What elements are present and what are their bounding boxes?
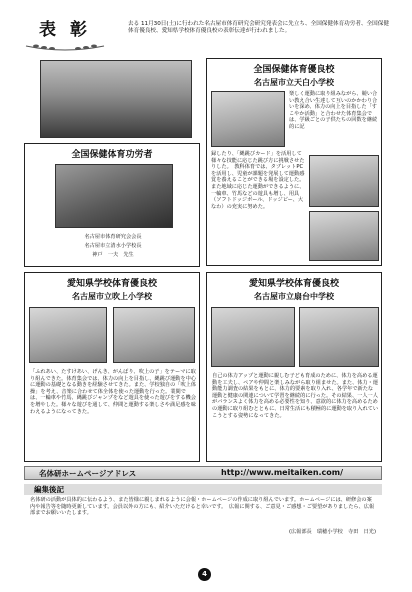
school-name: 名古屋市立吹上小学校	[72, 292, 152, 301]
school-name: 名古屋市立天白小学校	[254, 78, 334, 87]
award-box-tenpaku	[206, 58, 382, 266]
awardee-school: 名古屋市立清水小学校長	[84, 243, 142, 249]
keidai-text: 自己の体力アップと運動に親しむ子ども育成のために、体力を高める運動を工夫し、ペアや仲間と楽しみながら取り組ませた。また、体力・運動能力調査の結果をもとに、体力的要素を取り入れ、各学年で新たな運動と健康の関連について学習を継続的に行った。その結果、一人一人がバランスよく体力を高める必要性を知り、意欲的に体力を高めるための運動に取り組むとともに、日常生活にも積極的に運動を取り入れていこうとする姿勢になってきた。	[212, 373, 379, 419]
homepage-bar	[24, 466, 382, 480]
header-title-plate	[22, 20, 108, 54]
tenpaku-text-bottom: 録したり、「縄跳びカード」を活用して様々な技能に応じた跳び方に挑戦させたりした。 教科体育では、タブレットPCを活用し、児童が課題を発展して運動感覚を養えることができる場を設定した。 また地域に応じた運動ができるように、一輪車、竹馬などの遊具も増し、用具（ソフトドッジボール、ドッジビー、大なわ）の充実に努めた。	[211, 151, 307, 210]
tenpaku-text-top: 楽しく運動に取り組みながら、競い合い教え合い生達して互いのかかわり合いを深め、体力の向上を目指した「すこやか活動」と合わせた体育集会では、学級ごとの子供たちの回数を継続的に記	[289, 91, 378, 130]
awardee-name: 神戸 一夫 先生	[92, 252, 134, 258]
intro-text: 去る 11月30日(土)に行われた名古屋市体育研究会研究発表会に先立ち、全国保健体育功労者、全国保健体育優良校、愛知県学校体育優良校の表彰伝達が行われました。	[128, 21, 389, 35]
laurel-ornament	[22, 40, 108, 52]
tenpaku-photo-1	[211, 91, 285, 147]
tenpaku-photo-2	[309, 155, 379, 207]
postscript-header	[24, 484, 382, 495]
fukiage-photo-1	[29, 307, 107, 363]
postscript-title: 編集後記	[34, 485, 64, 494]
award-box-keidai	[206, 272, 382, 462]
keidai-photo-1	[211, 307, 295, 367]
postscript-body: 名体研の活動が具体的に伝わるよう、また皆様に親しまれるように会報・ホームページの作成に取り組んでいます。ホームページには、研修会の案内や報告等を随時更新しています。会員以外の方にも、紹介いただけると幸いです。 広報に関する、ご意見・ご感想・ご要望がありましたら、広報部までお願いいたします。	[30, 497, 375, 517]
fukiage-photo-2	[113, 307, 195, 363]
award-ceremony-photo	[40, 60, 192, 138]
award-box-title: 全国保健体育優良校	[253, 65, 335, 75]
fukiage-text: 「ふれあい、たすけあい、げんき、がんばり、吹上の子」をテーマに取り組んできた。体育集会では、体力の向上を目指し、縄跳び運動を中心に運動の基礎となる動きを経験させてきた。また、学校独自の「吹上体操」を考え、音楽に合わせて体全体を使った運動を行った。業間では、一輪車や竹馬、縄跳びジャンプをなど遊具を使った遊びをする機会を増やした。様々な遊びを通して、仲間と運動する楽しさや満足感を味わえるようになってきた。	[30, 369, 197, 415]
page-title: 表 彰	[39, 20, 91, 40]
awardee-affiliation: 名古屋市体育研究会会長	[84, 234, 142, 240]
keidai-photo-2	[299, 307, 379, 367]
postscript-signature: (広報部長 瑞穂小学校 寺田 日光)	[288, 529, 376, 535]
tenpaku-photo-3	[309, 211, 379, 261]
award-box-title: 愛知県学校体育優良校	[248, 279, 339, 289]
page-number-badge	[198, 568, 211, 581]
award-box-kourou	[24, 143, 200, 267]
school-name: 名古屋市立扇台中学校	[254, 292, 334, 301]
homepage-label: 名体研ホームページアドレス	[39, 469, 137, 478]
homepage-url[interactable]: http://www.meitaiken.com/	[221, 468, 344, 477]
award-box-title: 全国保健体育功労者	[71, 150, 153, 160]
page-number: 4	[202, 570, 207, 578]
award-box-fukiage	[24, 272, 200, 462]
award-box-title: 愛知県学校体育優良校	[66, 279, 157, 289]
handshake-photo	[55, 164, 173, 228]
